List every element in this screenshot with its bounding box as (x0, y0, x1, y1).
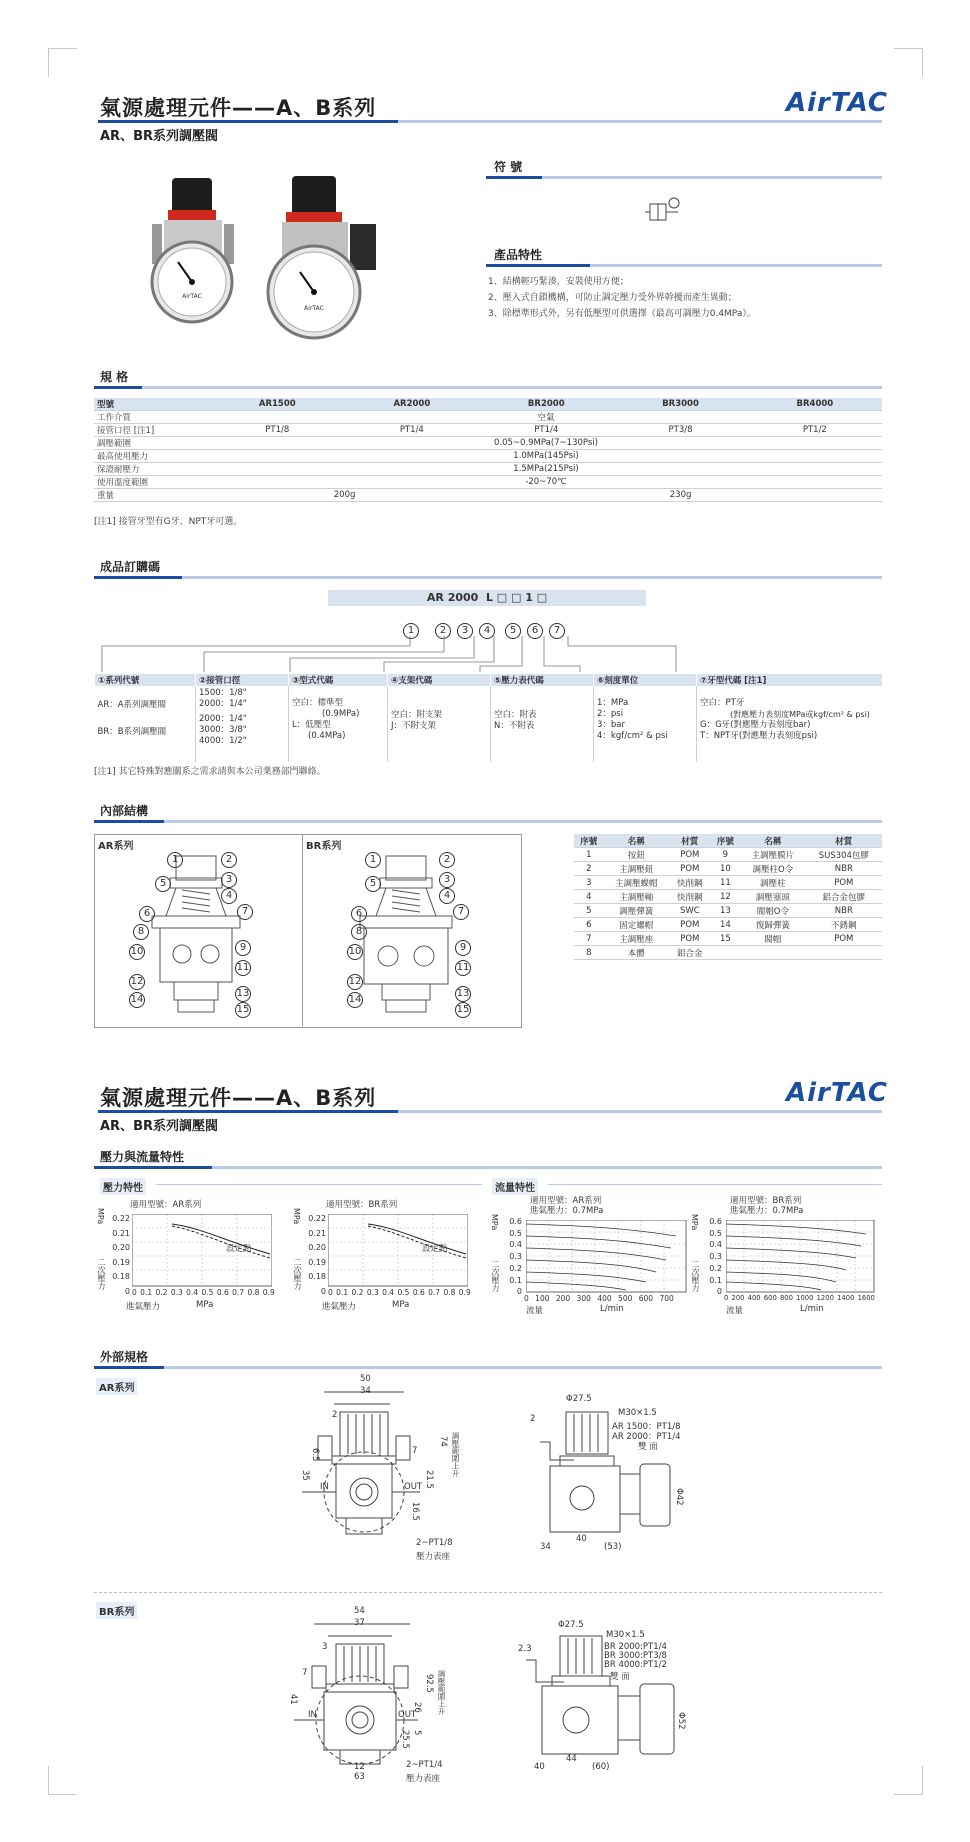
spec-value: 1.0MPa(145Psi) (210, 450, 882, 463)
parts-header: 序號 (574, 834, 604, 848)
callout: 11 (455, 960, 471, 976)
dim-label: 63 (354, 1772, 365, 1782)
graph-model: 適用型號：AR系列 (530, 1196, 602, 1206)
order-option: AR：A系列調壓閥 (97, 700, 167, 710)
callout: 3 (221, 872, 237, 888)
dim-label: 50 (360, 1374, 371, 1384)
spec-value: PT3/8 (613, 424, 747, 437)
dim-label: 37 (354, 1618, 365, 1628)
section-rule-light (164, 1366, 882, 1369)
dim-label: 54 (354, 1606, 365, 1616)
graph-xlabel: 進氣壓力 (322, 1302, 357, 1312)
section-rule (94, 820, 164, 823)
dim-label: 7 (412, 1446, 418, 1456)
callout: 11 (235, 960, 251, 976)
spec-label: 重量 (94, 489, 210, 502)
br-dims-label: BR系列 (96, 1602, 137, 1619)
order-option: 3000：3/8" (199, 725, 247, 735)
graph-xunit: L/min (600, 1304, 624, 1314)
callout: 2 (221, 852, 237, 868)
spec-value: PT1/2 (748, 424, 882, 437)
dim-label: 92.5 (424, 1674, 434, 1693)
title-rule-light (398, 120, 882, 123)
graph-yunit: MPa (292, 1208, 301, 1225)
parts-header: 名稱 (740, 834, 805, 848)
order-option: G：G牙(對應壓力表刻度bar) (700, 720, 811, 730)
dim-label: (53) (604, 1542, 622, 1552)
callout: 13 (235, 986, 251, 1002)
graph-model: 適用型號：BR系列 (326, 1200, 398, 1210)
feature-item: 2、壓入式自鎖機構，可防止調定壓力受外界幹擾而產生異動； (488, 293, 737, 303)
section-rule (94, 576, 182, 579)
section-rule-light (542, 176, 882, 179)
crop-mark (48, 1766, 77, 1795)
callout: 4 (439, 888, 455, 904)
sub-rule (156, 1184, 482, 1185)
order-number: 6 (527, 623, 543, 639)
graph-ylabel: 二次壓力 (491, 1260, 500, 1292)
gauge-logo: AirTAC (182, 293, 202, 300)
dims-heading: 外部規格 (100, 1350, 149, 1364)
graph-plot (328, 1214, 468, 1294)
graph-yunit: MPa (490, 1214, 499, 1231)
table-row: 2 主調壓鈕 POM 10 調壓柱O令 NBR (574, 862, 882, 876)
order-option: 2000：1/4" (199, 699, 247, 709)
gauge-logo: AirTAC (304, 305, 324, 312)
dim-label: 6.5 (310, 1448, 320, 1462)
graph-xticks: 0 0.1 0.2 0.3 0.4 0.5 0.6 0.7 0.8 0.9 (132, 1288, 275, 1297)
dim-label: 21.5 (424, 1470, 434, 1489)
graph-pressure-br (292, 1198, 472, 1318)
graph-yticks: 0.6 0.5 0.4 0.3 0.2 0.1 0 (709, 1217, 722, 1297)
dim-label: (60) (592, 1762, 610, 1772)
section-rule-light (142, 386, 882, 389)
graph-pressure-ar (96, 1198, 276, 1318)
spec-note: [注1] 接管牙型有G牙、NPT牙可選。 (94, 517, 243, 527)
graph-xticks: 0 200 400 600 800 1000 1200 1400 1600 (724, 1294, 875, 1302)
dim-label: AR 1500：PT1/8 (612, 1422, 681, 1432)
spec-value: PT1/4 (345, 424, 480, 437)
dim-label: 壓力表座 (416, 1552, 451, 1562)
order-option: N：不附表 (494, 721, 535, 731)
spec-value: 0.05~0.9MPa(7~130Psi) (210, 437, 882, 450)
dim-label: 3 (322, 1642, 328, 1652)
section-rule-light (164, 820, 882, 823)
brand-logo: AirTAC (786, 1078, 888, 1108)
dim-label: M30×1.5 (606, 1630, 645, 1640)
dim-label: 34 (540, 1542, 551, 1552)
page-title: 氣源處理元件——A、B系列 (100, 96, 377, 120)
ar-front-labels (300, 1374, 480, 1562)
graph-ylabel: 二次壓力 (293, 1258, 302, 1290)
order-option: J：不附支架 (391, 721, 437, 731)
title-rule (98, 1110, 398, 1113)
order-leader-lines (94, 636, 882, 676)
callout: 10 (129, 944, 145, 960)
order-option: L：低壓型 (292, 720, 331, 730)
parts-header: 材質 (806, 834, 882, 848)
section-rule (94, 1166, 212, 1169)
dim-label: AR 2000：PT1/4 (612, 1432, 681, 1442)
regulator-symbol-icon (644, 194, 684, 228)
spec-label: 工作介質 (94, 411, 210, 424)
table-row: 5 調壓彈簧 SWC 13 閥帽O令 NBR (574, 904, 882, 918)
order-option: 3：bar (597, 720, 626, 730)
order-col-header: ⑥刻度單位 (594, 674, 697, 686)
spec-value: -20~70℃ (210, 476, 882, 489)
setpoint-label: 設定點 (422, 1244, 448, 1254)
dim-label: OUT (398, 1710, 417, 1720)
br-callouts (304, 848, 514, 1023)
dim-label: 壓力表座 (406, 1774, 441, 1784)
dim-label: Φ27.5 (566, 1394, 592, 1404)
dim-label: 16.5 (410, 1502, 420, 1521)
table-row: 3 主調壓蝶帽 快削鋼 11 調壓柱 POM (574, 876, 882, 890)
callout: 1 (167, 852, 183, 868)
order-note: [注1] 其它特殊對應關系之需求請與本公司業務部門聯絡。 (94, 767, 326, 777)
dim-label: 2 (530, 1414, 536, 1424)
structure-heading: 內部結構 (100, 804, 149, 818)
callout: 3 (439, 872, 455, 888)
br-front-labels (288, 1606, 488, 1784)
spec-value: 200g (210, 489, 479, 502)
graph-xlabel: 流量 (726, 1306, 744, 1316)
callout: 6 (351, 906, 367, 922)
callout: 7 (237, 904, 253, 920)
graph-xunit: MPa (196, 1300, 214, 1310)
order-option: 2000：1/4" (199, 714, 247, 724)
ar-dims-label: AR系列 (96, 1378, 137, 1395)
spec-heading: 規 格 (100, 370, 129, 384)
spec-label: 接管口徑 [注1] (94, 424, 210, 437)
order-col-header: ④支架代碼 (388, 674, 491, 686)
order-option: 1：MPa (597, 698, 629, 708)
dim-label: OUT (404, 1482, 423, 1492)
graph-flow-br (690, 1194, 890, 1322)
graph-model: 適用型號：BR系列 (730, 1196, 802, 1206)
feature-item: 1、結構輕巧緊湊，安裝使用方便； (488, 277, 629, 287)
dim-label: 雙 面 (610, 1672, 630, 1682)
setpoint-label: 設定點 (226, 1244, 252, 1254)
graph-plot (526, 1220, 688, 1294)
order-option: T：NPT牙(對應壓力表刻度psi) (700, 731, 818, 741)
spec-value: 空氣 (210, 411, 882, 424)
order-option: 空白：附表 (494, 710, 537, 720)
order-option: (0.9MPa) (322, 709, 360, 719)
order-option: 1500：1/8" (199, 688, 247, 698)
brand-logo: AirTAC (786, 88, 888, 118)
callout: 9 (235, 940, 251, 956)
flow-heading: 壓力與流量特性 (100, 1150, 185, 1164)
spec-value: PT1/8 (210, 424, 345, 437)
structure-divider (302, 834, 303, 1026)
order-col-header: ③型式代碼 (289, 674, 388, 686)
spec-value: 1.5MPa(215Psi) (210, 463, 882, 476)
dim-label: 2~PT1/8 (416, 1538, 453, 1548)
order-table (94, 674, 882, 762)
graph-yticks: 0.6 0.5 0.4 0.3 0.2 0.1 0 (509, 1217, 522, 1297)
table-row: 4 主調壓軸 快削鋼 12 調壓塞頭 鋁合金包膠 (574, 890, 882, 904)
table-row: 7 主調壓座 POM 15 閥帽 POM (574, 932, 882, 946)
order-number: 5 (505, 623, 521, 639)
graph-xticks: 0 100 200 300 400 500 600 700 (524, 1294, 674, 1303)
order-col-header: ⑤壓力表代碼 (491, 674, 594, 686)
spec-value: 230g (479, 489, 882, 502)
graph-inlet: 進氣壓力：0.7MPa (730, 1206, 804, 1216)
graph-ylabel: 二次壓力 (97, 1258, 106, 1290)
callout: 7 (453, 904, 469, 920)
table-row: 8 本體 鋁合金 (574, 946, 882, 960)
page-subtitle: AR、BR系列調壓閥 (100, 129, 218, 144)
dim-label: 25.5 (400, 1730, 410, 1749)
page2-title: 氣源處理元件——A、B系列 (100, 1086, 377, 1110)
table-row: 1 按鈕 POM 9 主調壓膜片 SUS304包膠 (574, 848, 882, 862)
page2-subtitle: AR、BR系列調壓閥 (100, 1119, 218, 1134)
pressure-char-label: 壓力特性 (100, 1178, 146, 1195)
sub-rule (548, 1184, 882, 1185)
order-option: 4000：1/2" (199, 736, 247, 746)
callout: 4 (221, 888, 237, 904)
dim-label: Φ52 (676, 1712, 686, 1730)
callout: 8 (133, 924, 149, 940)
order-code: AR 2000 L □ □ 1 □ (328, 590, 646, 606)
order-number: 2 (435, 623, 451, 639)
dim-label: 74 (438, 1436, 448, 1447)
graph-model: 適用型號：AR系列 (130, 1200, 202, 1210)
features-heading: 產品特性 (494, 248, 543, 262)
spec-label: 保證耐壓力 (94, 463, 210, 476)
spec-header: AR2000 (345, 398, 480, 411)
callout: 9 (455, 940, 471, 956)
section-rule-light (212, 1166, 882, 1169)
dim-label: 7 (302, 1668, 308, 1678)
callout: 2 (439, 852, 455, 868)
section-rule (486, 176, 542, 179)
spec-header: BR4000 (748, 398, 882, 411)
dim-label: 34 (360, 1386, 371, 1396)
callout: 12 (129, 974, 145, 990)
graph-flow-ar (490, 1194, 690, 1322)
callout: 15 (455, 1002, 471, 1018)
callout: 15 (235, 1002, 251, 1018)
dim-label: IN (320, 1482, 329, 1492)
callout: 14 (129, 992, 145, 1008)
order-number: 7 (549, 623, 565, 639)
callout: 13 (455, 986, 471, 1002)
dim-label: 5 (412, 1730, 422, 1736)
crop-mark (48, 48, 77, 77)
order-number: 3 (457, 623, 473, 639)
flow-char-label: 流量特性 (492, 1178, 538, 1195)
spec-value: PT1/4 (479, 424, 613, 437)
struct-br-label: BR系列 (306, 841, 342, 852)
order-option: 空白：PT牙 (700, 698, 745, 708)
br-side-labels (510, 1620, 700, 1780)
dim-label: 44 (566, 1754, 577, 1764)
crop-mark (894, 48, 923, 77)
section-rule-light (590, 264, 882, 267)
dim-label: 40 (534, 1762, 545, 1772)
dim-label: 40 (576, 1534, 587, 1544)
feature-item: 3、除標準形式外，另有低壓型可供選擇（最高可調壓力0.4MPa）。 (488, 309, 756, 319)
dim-label: IN (308, 1710, 317, 1720)
graph-xlabel: 進氣壓力 (126, 1302, 161, 1312)
order-heading: 成品訂購碼 (100, 560, 161, 574)
graph-xunit: L/min (800, 1304, 824, 1314)
parts-table (574, 834, 882, 960)
callout: 6 (139, 906, 155, 922)
dim-label: 12 (354, 1762, 365, 1772)
dim-label: 35 (300, 1470, 310, 1481)
section-rule (94, 386, 142, 389)
parts-header: 材質 (669, 834, 711, 848)
dim-label: Φ42 (674, 1488, 684, 1506)
callout: 14 (347, 992, 363, 1008)
ar-callouts (96, 848, 296, 1023)
dim-label: 2.3 (518, 1644, 532, 1654)
order-option: (對應壓力表刻度MPa或kgf/cm² & psi) (730, 710, 870, 719)
order-col-header: ①系列代號 (95, 674, 196, 686)
graph-inlet: 進氣壓力：0.7MPa (530, 1206, 604, 1216)
graph-plot (726, 1220, 876, 1294)
callout: 10 (347, 944, 363, 960)
spec-header: BR3000 (613, 398, 747, 411)
dim-label: BR 3000:PT3/8 (604, 1651, 667, 1661)
order-option: 空白：標準型 (292, 698, 344, 708)
dim-label: 26 (412, 1702, 422, 1713)
spec-header: 型號 (94, 398, 210, 411)
spec-table (94, 398, 882, 502)
divider (94, 1592, 882, 1593)
product-photo (146, 170, 396, 345)
graph-xlabel: 流量 (526, 1306, 544, 1316)
spec-label: 使用溫度範圍 (94, 476, 210, 489)
parts-header: 序號 (711, 834, 741, 848)
graph-yticks: 0.22 0.21 0.20 0.19 0.18 0 (308, 1214, 326, 1296)
graph-xticks: 0 0.1 0.2 0.3 0.4 0.5 0.6 0.7 0.8 0.9 (328, 1288, 471, 1297)
graph-plot (132, 1214, 272, 1294)
order-option: 2：psi (597, 709, 624, 719)
graph-yticks: 0.22 0.21 0.20 0.19 0.18 0 (112, 1214, 130, 1296)
spec-header: AR1500 (210, 398, 345, 411)
order-col-header: ⑦牙型代碼 [注1] (697, 674, 883, 686)
order-option: 4：kgf/cm² & psi (597, 731, 668, 741)
dim-label: Φ27.5 (558, 1620, 584, 1630)
callout: 8 (351, 924, 367, 940)
symbol-heading: 符 號 (494, 160, 523, 174)
graph-yunit: MPa (96, 1208, 105, 1225)
graph-ylabel: 二次壓力 (691, 1260, 700, 1292)
spec-header: BR2000 (479, 398, 613, 411)
dim-label: 調壓範圍上升 (451, 1432, 460, 1477)
dim-label: 調壓範圍上升 (437, 1670, 446, 1715)
title-rule-light (398, 1110, 882, 1113)
title-rule (98, 120, 398, 123)
graph-yunit: MPa (690, 1214, 699, 1231)
crop-mark (894, 1766, 923, 1795)
order-number: 4 (479, 623, 495, 639)
features-list (488, 274, 756, 322)
callout: 5 (365, 876, 381, 892)
section-rule-light (182, 576, 882, 579)
dim-label: BR 2000:PT1/4 (604, 1642, 667, 1652)
order-option: (0.4MPa) (308, 731, 346, 741)
section-rule (94, 1366, 164, 1369)
spec-label: 最高使用壓力 (94, 450, 210, 463)
order-number: 1 (403, 623, 419, 639)
table-row: 6 固定螺帽 POM 14 復歸彈簧 不銹鋼 (574, 918, 882, 932)
dim-label: M30×1.5 (618, 1408, 657, 1418)
order-option: 空白：附支架 (391, 710, 443, 720)
callout: 1 (365, 852, 381, 868)
dim-label: BR 4000:PT1/2 (604, 1660, 667, 1670)
dim-label: 2~PT1/4 (406, 1760, 443, 1770)
dim-label: 41 (288, 1694, 298, 1705)
spec-label: 調壓範圍 (94, 437, 210, 450)
callout: 5 (155, 876, 171, 892)
parts-header: 名稱 (604, 834, 669, 848)
order-option: BR：B系列調壓閥 (97, 727, 167, 737)
dim-label: 2 (332, 1410, 338, 1420)
ar-side-labels (520, 1392, 700, 1562)
callout: 12 (347, 974, 363, 990)
order-col-header: ②接管口徑 (196, 674, 289, 686)
struct-ar-label: AR系列 (98, 841, 134, 852)
graph-xunit: MPa (392, 1300, 410, 1310)
dim-label: 雙 面 (638, 1442, 658, 1452)
section-rule (486, 264, 590, 267)
